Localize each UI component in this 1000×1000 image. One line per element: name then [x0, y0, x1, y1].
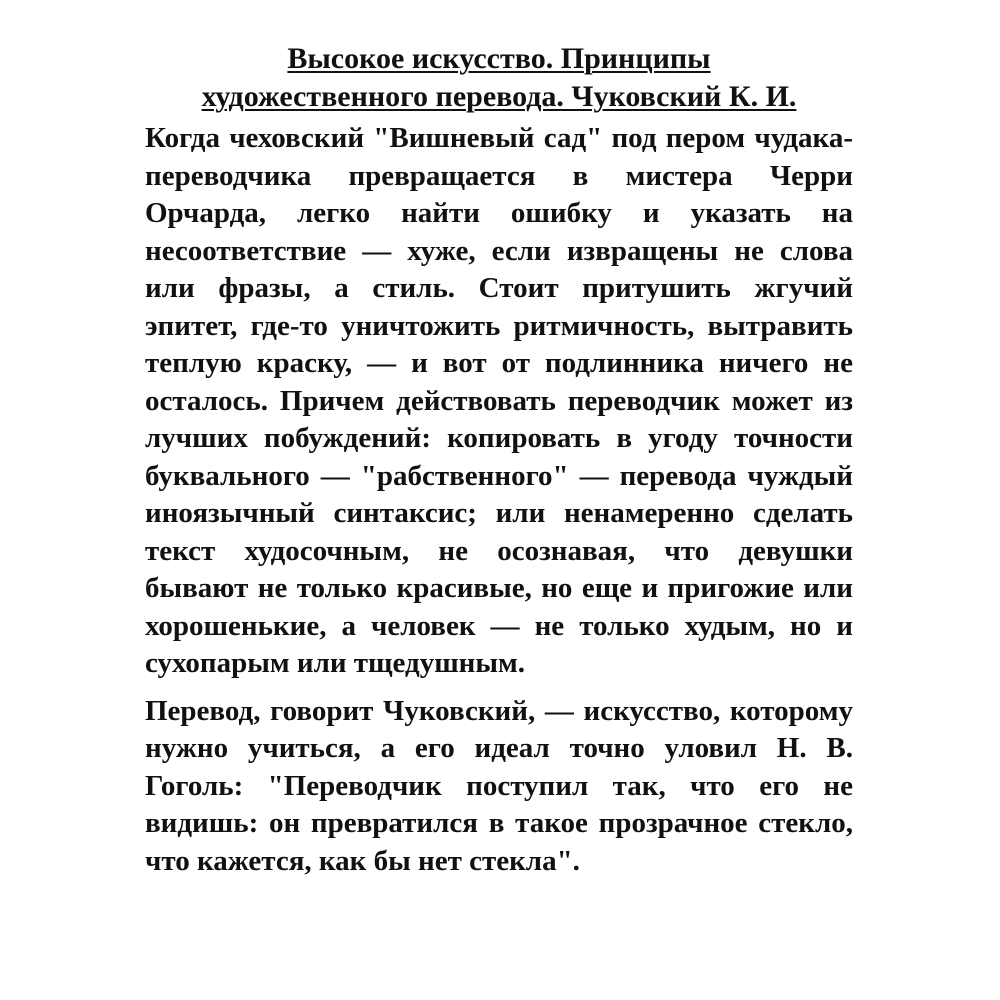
paragraph-1: Когда чеховский "Вишневый сад" под пером чудака-переводчика превращается в мистера Черри Орчарда, легко найти ошибку и указать на несоответствие — хуже, если извращены не слова или фразы, а стиль. Стоит притушить жгучий эпитет, где-то уничтожить ритмичность, вытравить теплую краску, — и вот от подлинника ничего не осталось. Причем действовать переводчик может из лучших побуждений: копировать в угоду точности буквального — "рабственного" — перевода чуждый иноязычный синтаксис; или ненамеренно сделать текст худосочным, не осознавая, что девушки бывают не только красивые, но еще и пригожие или хорошенькие, а человек — не только худым, но и сухопарым или тщедушным. [145, 122, 853, 679]
paragraph-2: Перевод, говорит Чуковский, — искусство, которому нужно учиться, а его идеал точно уловил Н. В. Гоголь: "Переводчик поступил так, что его не видишь: он превратился в такое прозрачное стекло, что кажется, как бы нет стекла". [145, 694, 853, 877]
title-line-1: Высокое искусство. Принципы [287, 42, 711, 75]
document-page [145, 40, 853, 880]
title-line-2: художественного перевода. Чуковский К. И. [201, 80, 797, 113]
document-title [145, 40, 853, 116]
